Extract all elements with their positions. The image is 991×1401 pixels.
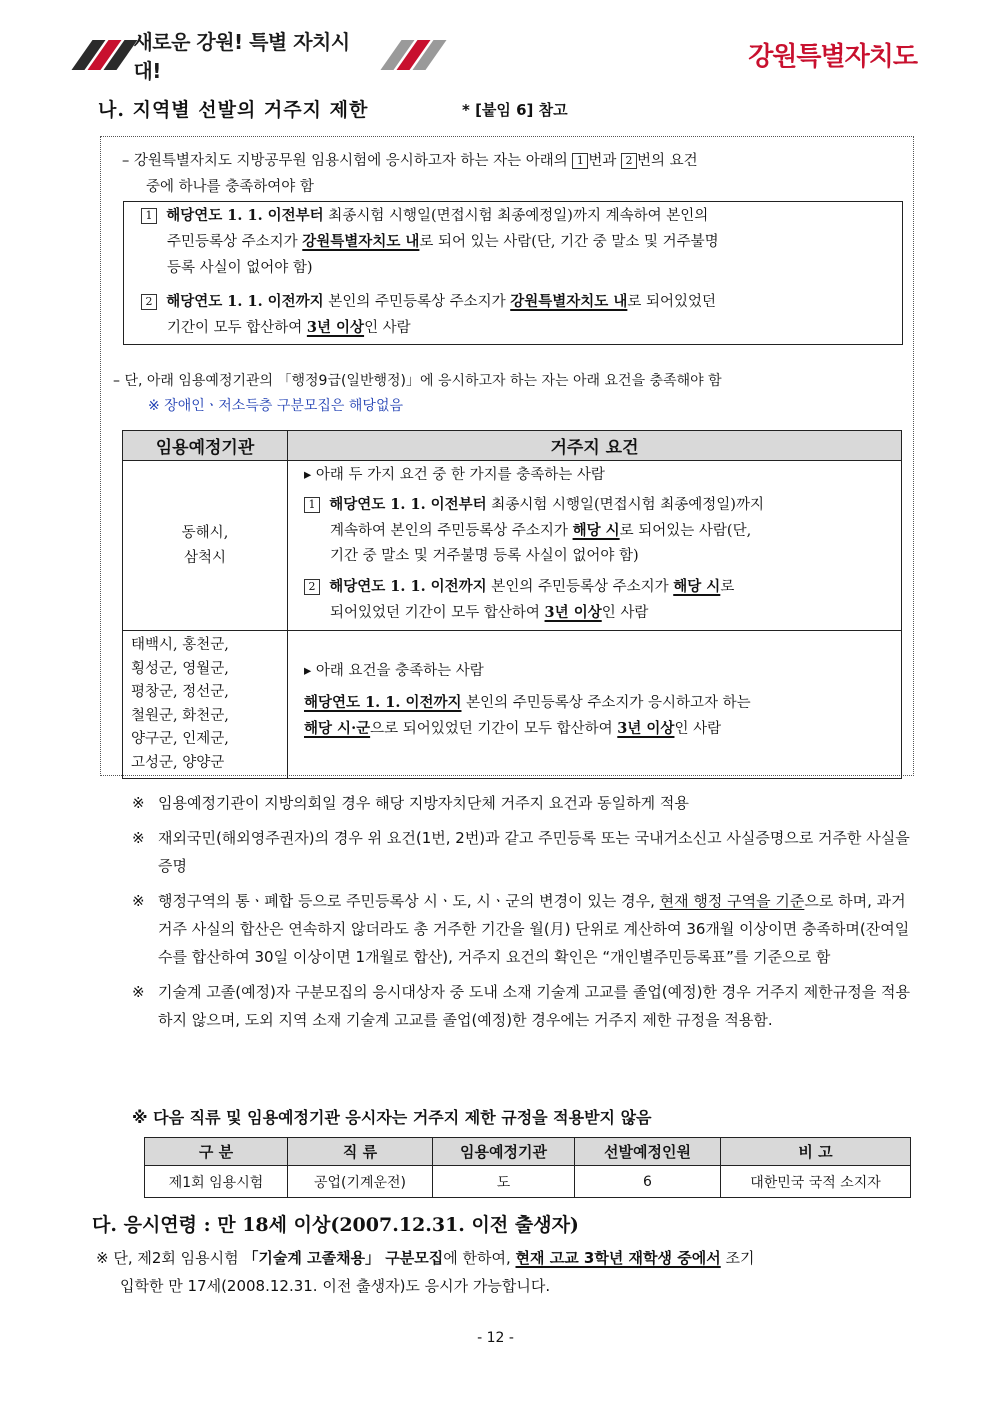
note-underline: 현재 고교 3학년 재학생 중에서 (515, 1249, 721, 1267)
residency-intro (122, 148, 912, 200)
note-item (132, 789, 917, 817)
note-item (132, 824, 917, 880)
agency-text: 태백시, 홍천군, (131, 637, 229, 653)
table-row (145, 1166, 911, 1198)
agency-text: 평창군, 정선군, (131, 684, 229, 700)
table-header: 구 분 (145, 1138, 288, 1166)
stripe-left-icon (74, 40, 123, 70)
req-text: 로 (720, 579, 735, 595)
req-text: 인 사람 (364, 320, 411, 336)
agency-cell (123, 631, 288, 779)
req-text: 본인의 주민등록상 주소지가 응시하고자 하는 (461, 695, 751, 711)
note-mark: ※ (132, 892, 145, 910)
note-item (132, 887, 917, 971)
req-underline: 3년 이상 (306, 319, 365, 336)
req-underline: 해당연도 1. 1. 이전까지 (304, 694, 462, 711)
intro-text: 번의 요건 (636, 153, 698, 169)
number-box: 2 (141, 294, 157, 310)
note-mark: ※ (132, 794, 145, 812)
exception-note: ※ 장애인ㆍ저소득층 구분모집은 해당없음 (148, 398, 403, 414)
req-bold: 해당연도 1. 1. 이전부터 (166, 207, 324, 224)
agency-text: 고성군, 양양군 (131, 754, 225, 771)
page-number: - 12 - (477, 1330, 514, 1346)
section-na-reference: * [붙임 6] 참고 (462, 101, 568, 119)
intro-text: – 강원특별자치도 지방공무원 임용시험에 응시하고자 하는 자는 아래의 (122, 153, 573, 169)
note-text: 임용예정기관이 지방의회일 경우 해당 지방자치단체 거주지 요건과 동일하게 적용 (158, 794, 689, 812)
table-cell: 공업(기계운전) (288, 1166, 433, 1198)
note-text-post: 으로 하며, 과거 거주 사실의 합산은 연속하지 않더라도 총 거주한 기간을 월(月) 단위로 계산하여 36개월 이상이면 충족하며(잔여일수를 합산하여 30일 이상이면 1개월로 합산), 거주지 요건의 확인은 “개인별주민등록표”를 기준으로 함 (158, 892, 910, 966)
table-cell: 6 (575, 1166, 721, 1198)
table-header: 임용예정기관 (433, 1138, 575, 1166)
agency-cell (123, 461, 288, 631)
exempt-title: ※ 다음 직류 및 임용예정기관 응시자는 거주지 제한 규정을 적용받지 않음 (132, 1108, 652, 1127)
note-text: 조기 (720, 1249, 755, 1267)
table-row (123, 461, 902, 631)
requirement-lead: ▸ 아래 두 가지 요건 중 한 가지를 충족하는 사람 (304, 467, 605, 483)
exempt-table (144, 1137, 911, 1198)
req-text: 으로 되어있었던 기간이 모두 합산하여 (370, 721, 618, 737)
note-text (158, 887, 917, 971)
req-underline: 강원특별자치도 내 (510, 293, 628, 310)
intro-line2: 중에 하나를 충족하여야 함 (146, 179, 314, 195)
req-text: 로 되어있었던 (627, 294, 716, 310)
table-header: 선발예정인원 (575, 1138, 721, 1166)
note-mark: ※ (132, 829, 145, 847)
req-bold: 해당연도 1. 1. 이전까지 (166, 293, 324, 310)
gangwon-logo: 강원특별자치도 (748, 42, 917, 72)
table-header: 임용예정기관 (123, 431, 288, 461)
req-text: 주민등록상 주소지가 (167, 234, 303, 250)
note-text: 입학한 만 17세(2008.12.31. 이전 출생자)도 응시가 가능합니다. (120, 1277, 551, 1295)
exception-line: – 단, 아래 임용예정기관의 「행정9급(일반행정)」에 응시하고자 하는 자는 아래 요건을 충족해야 함 (113, 373, 722, 389)
req-text: 로 되어 있는 사람(단, 기간 중 말소 및 거주불명 (419, 234, 719, 250)
req-text: 본인의 주민등록상 주소지가 (323, 294, 511, 310)
req-underline: 강원특별자치도 내 (302, 233, 420, 250)
section-na-title: 나. 지역별 선발의 거주지 제한 (98, 99, 369, 121)
note-text: 재외국민(해외영주권자)의 경우 위 요건(1번, 2번)과 같고 주민등록 또는 국내거소신고 사실증명으로 거주한 사실을 증명 (158, 829, 910, 875)
number-box: 1 (572, 153, 588, 169)
req-underline: 3년 이상 (617, 720, 675, 737)
req-text: 로 되어있는 사람(단, (619, 523, 752, 539)
note-text-pre: 행정구역의 통ㆍ폐합 등으로 주민등록상 시ㆍ도, 시ㆍ군의 변경이 있는 경우, (158, 892, 660, 910)
table-header: 거주지 요건 (288, 431, 902, 461)
intro-text: 번과 (588, 153, 621, 169)
table-header: 비 고 (721, 1138, 911, 1166)
req-text: 인 사람 (674, 721, 722, 737)
req-text: 최종시험 시행일(면접시험 최종예정일)까지 계속하여 본인의 (323, 208, 709, 224)
number-box: 1 (304, 497, 320, 513)
req-bold: 해당연도 1. 1. 이전까지 (329, 578, 487, 595)
number-box: 1 (141, 208, 157, 224)
notes-list (132, 789, 917, 1041)
req-text: 인 사람 (601, 605, 649, 621)
number-box: 2 (304, 579, 320, 595)
req-underline: 3년 이상 (544, 604, 602, 621)
req-text: 기간 중 말소 및 거주불명 등록 사실이 없어야 함) (330, 548, 639, 564)
agency-text: 동해시, (181, 524, 229, 541)
req-text: 최종시험 시행일(면접시험 최종예정일)까지 (486, 497, 764, 513)
requirement-2 (141, 289, 901, 341)
agency-text: 철원군, 화천군, (131, 707, 229, 724)
req-text: 계속하여 본인의 주민등록상 주소지가 (330, 523, 573, 539)
req-text: 되어있었던 기간이 모두 합산하여 (330, 605, 545, 621)
table-cell: 도 (433, 1166, 575, 1198)
number-box: 2 (621, 153, 637, 169)
agency-text: 삼척시 (183, 549, 227, 566)
requirement-cell (288, 631, 902, 779)
req-text: 등록 사실이 없어야 함) (167, 260, 313, 276)
table-cell: 대한민국 국적 소지자 (721, 1166, 911, 1198)
requirement-lead: ▸ 아래 요건을 충족하는 사람 (304, 663, 484, 679)
note-bold: 「기술계 고졸채용」 구분모집 (243, 1249, 444, 1267)
section-da-title: 다. 응시연령 : 만 18세 이상(2007.12.31. 이전 출생자) (92, 1214, 579, 1236)
note-text: 기술계 고졸(예정)자 구분모집의 응시대상자 중 도내 소재 기술계 고교를 졸업(예정)한 경우 거주지 제한규정을 적용하지 않으며, 도외 지역 소재 기술계 고교를 졸업(예정)한 경우에는 거주지 제한 규정을 적용함. (158, 983, 910, 1029)
note-item (132, 978, 917, 1034)
req-underline: 해당 시 (673, 578, 721, 595)
agency-text: 양구군, 인제군, (131, 731, 229, 747)
agency-text: 횡성군, 영월군, (131, 660, 229, 677)
table-header: 직 류 (288, 1138, 433, 1166)
note-text: ※ 단, 제2회 임용시험 (96, 1249, 244, 1267)
stripe-right-icon (385, 40, 434, 70)
req-text: 본인의 주민등록상 주소지가 (486, 579, 674, 595)
header-slogan-banner (74, 30, 434, 83)
requirement-cell (288, 461, 902, 631)
table-cell: 제1회 임용시험 (145, 1166, 288, 1198)
residency-table (122, 430, 902, 779)
slogan-text: 새로운 강원! 특별 자치시대! (133, 30, 350, 83)
note-mark: ※ (132, 983, 145, 1001)
table-row (123, 631, 902, 779)
note-text: 에 한하여, (443, 1249, 516, 1267)
note-underline: 현재 행정 구역을 기준 (659, 892, 805, 910)
req-text: 기간이 모두 합산하여 (167, 320, 307, 336)
req-underline: 해당 시·군 (304, 720, 371, 737)
requirement-1 (141, 203, 901, 281)
req-underline: 해당 시 (572, 522, 620, 539)
section-da-note (96, 1244, 916, 1300)
req-underline: 해당연도 1. 1. 이전부터 (329, 496, 487, 513)
